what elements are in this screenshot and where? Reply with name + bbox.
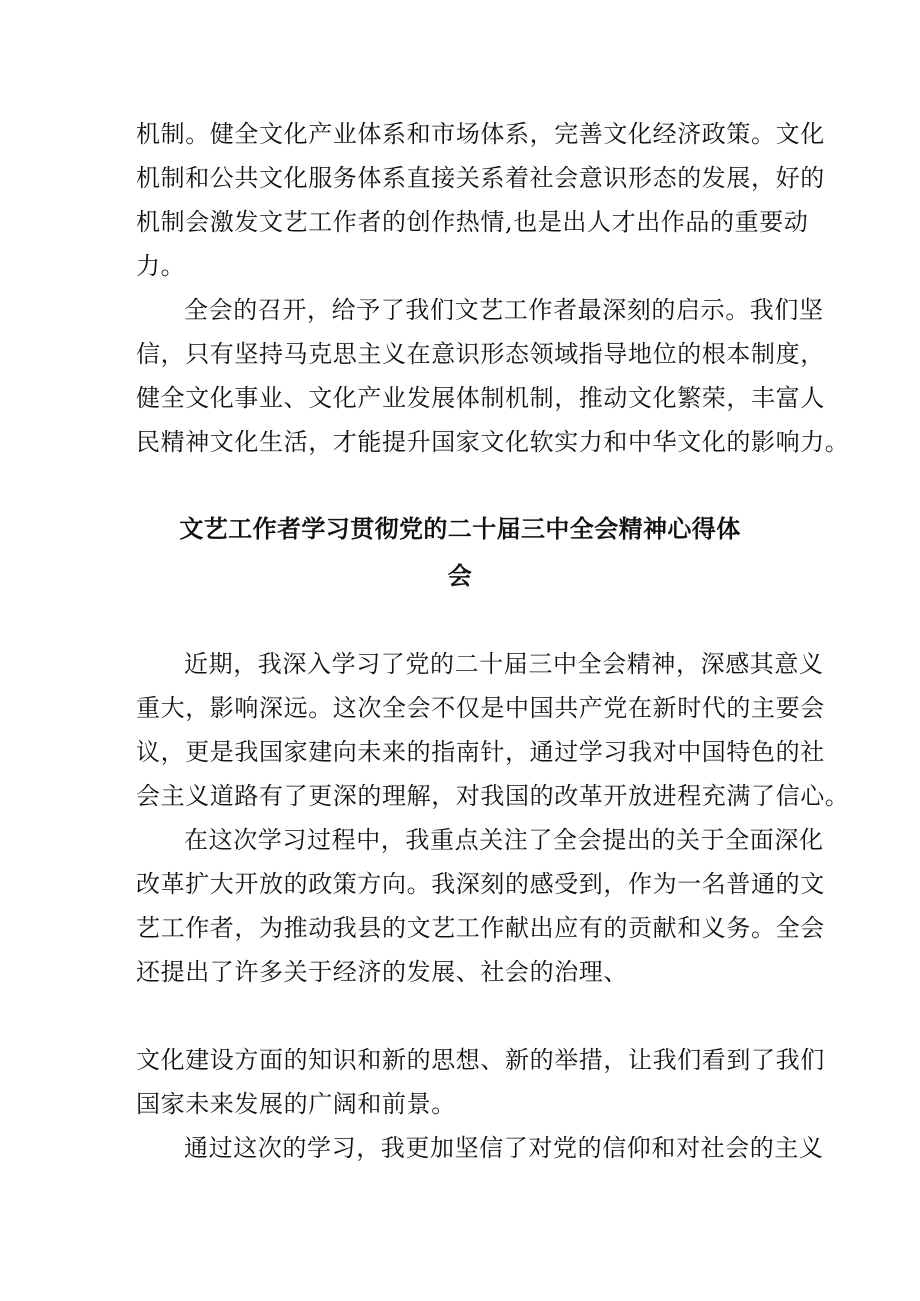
paragraph-line: 改革扩大开放的政策方向。我深刻的感受到，作为一名普通的文 xyxy=(136,870,825,898)
paragraph-line: 力。 xyxy=(136,252,186,280)
paragraph-line: 重大，影响深远。这次全会不仅是中国共产党在新时代的主要会 xyxy=(136,694,825,722)
article-title: 文艺工作者学习贯彻党的二十届三中全会精神心得体 xyxy=(179,515,741,543)
paragraph-line: 信，只有坚持马克思主义在意识形态领域指导地位的根本制度， xyxy=(136,340,825,368)
paragraph-line: 国家未来发展的广阔和前景。 xyxy=(136,1090,456,1118)
paragraph-line: 机制会激发文艺工作者的创作热情,也是出人才出作品的重要动 xyxy=(136,208,809,236)
paragraph-line: 会主义道路有了更深的理解，对我国的改革开放进程充满了信心。 xyxy=(136,782,850,810)
paragraph-line: 机制和公共文化服务体系直接关系着社会意识形态的发展，好的 xyxy=(136,164,825,192)
paragraph-line: 艺工作者，为推动我县的文艺工作献出应有的贡献和义务。全会 xyxy=(136,914,825,942)
paragraph-line: 议，更是我国家建向未来的指南针，通过学习我对中国特色的社 xyxy=(136,738,825,766)
paragraph-line: 通过这次的学习，我更加坚信了对党的信仰和对社会的主义 xyxy=(184,1134,824,1162)
paragraph-line: 机制。健全文化产业体系和市场体系，完善文化经济政策。文化 xyxy=(136,120,825,148)
paragraph-line: 近期，我深入学习了党的二十届三中全会精神，深感其意义 xyxy=(184,650,824,678)
paragraph-line: 文化建设方面的知识和新的思想、新的举措，让我们看到了我们 xyxy=(136,1046,825,1074)
paragraph-line: 还提出了许多关于经济的发展、社会的治理、 xyxy=(136,958,628,986)
paragraph-line: 在这次学习过程中，我重点关注了全会提出的关于全面深化 xyxy=(184,826,824,854)
article-title-continued: 会 xyxy=(447,562,473,590)
paragraph-line: 全会的召开，给予了我们文艺工作者最深刻的启示。我们坚 xyxy=(184,296,824,324)
paragraph-line: 健全文化事业、文化产业发展体制机制，推动文化繁荣，丰富人 xyxy=(136,384,825,412)
paragraph-line: 民精神文化生活，才能提升国家文化软实力和中华文化的影响力。 xyxy=(136,428,850,456)
